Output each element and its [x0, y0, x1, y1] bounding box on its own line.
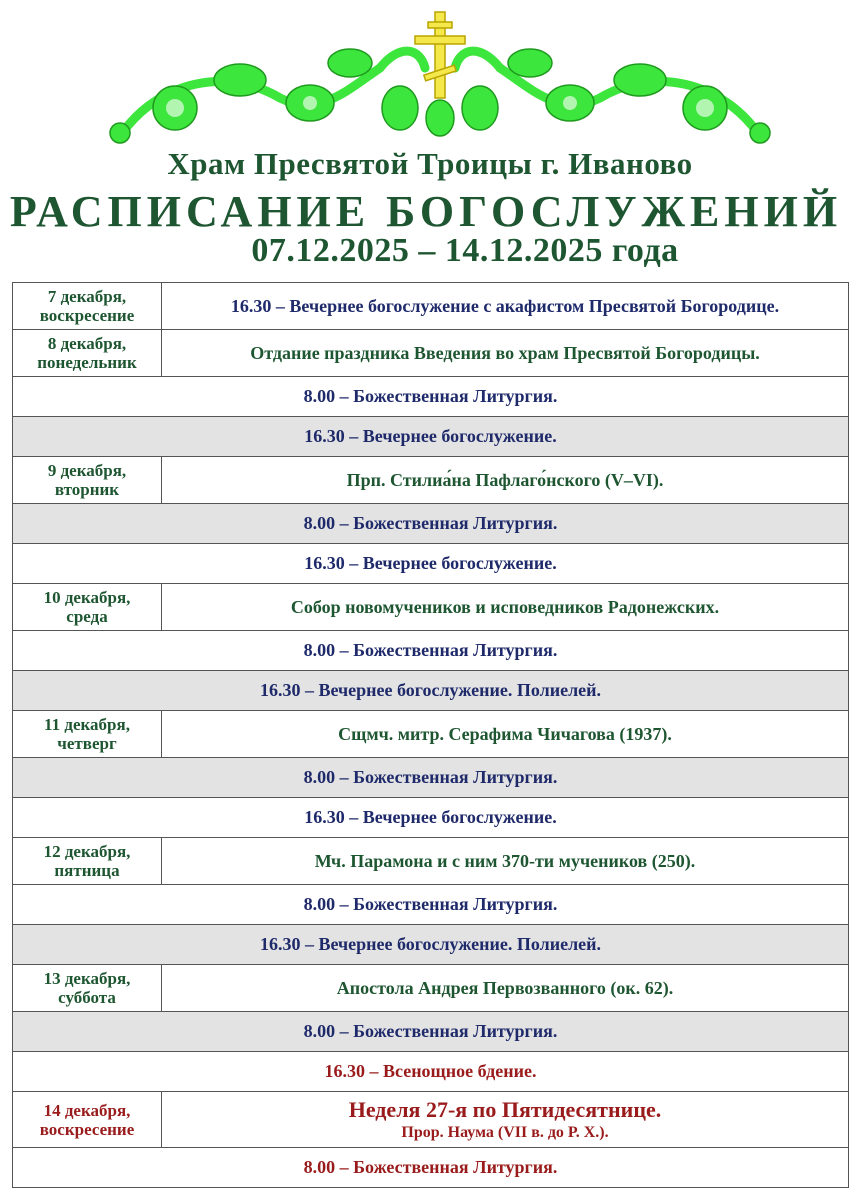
day-cell: 9 декабря, вторник	[13, 457, 162, 504]
table-row	[13, 1092, 849, 1148]
feast-cell	[162, 1092, 849, 1148]
table-row	[13, 758, 849, 798]
service-cell: 16.30 – Всенощное бдение.	[13, 1052, 849, 1092]
table-row	[13, 457, 849, 504]
floral-ornament-icon	[80, 8, 800, 148]
table-row	[13, 1148, 849, 1188]
service-cell: 8.00 – Божественная Литургия.	[13, 631, 849, 671]
table-row	[13, 377, 849, 417]
service-cell: 8.00 – Божественная Литургия.	[13, 758, 849, 798]
table-row	[13, 885, 849, 925]
table-row	[13, 544, 849, 584]
table-row	[13, 925, 849, 965]
feast-cell: Сщмч. митр. Серафима Чичагова (1937).	[162, 711, 849, 758]
table-row	[13, 631, 849, 671]
table-row	[13, 584, 849, 631]
table-row	[13, 671, 849, 711]
day-cell: 7 декабря, воскресение	[13, 283, 162, 330]
service-cell: 16.30 – Вечернее богослужение. Полиелей.	[13, 671, 849, 711]
schedule-table	[12, 282, 849, 1188]
feast-cell: Отдание праздника Введения во храм Пресвятой Богородицы.	[162, 330, 849, 377]
service-cell: 16.30 – Вечернее богослужение.	[13, 798, 849, 838]
table-row	[13, 711, 849, 758]
date-range: 07.12.2025 – 14.12.2025 года	[251, 232, 679, 269]
day-cell: 8 декабря, понедельник	[13, 330, 162, 377]
service-cell: 8.00 – Божественная Литургия.	[13, 885, 849, 925]
day-cell: 13 декабря, суббота	[13, 965, 162, 1012]
sunday-title: Неделя 27-я по Пятидесятнице.	[348, 1096, 662, 1122]
table-row	[13, 504, 849, 544]
day-cell: 10 декабря, среда	[13, 584, 162, 631]
service-cell: 8.00 – Божественная Литургия.	[13, 1012, 849, 1052]
table-row	[13, 417, 849, 457]
service-cell: 8.00 – Божественная Литургия.	[13, 377, 849, 417]
church-name: Храм Пресвятой Троицы г. Иваново	[167, 146, 693, 181]
service-cell: 16.30 – Вечернее богослужение. Полиелей.	[13, 925, 849, 965]
table-row	[13, 965, 849, 1012]
table-row	[13, 283, 849, 330]
table-row	[13, 330, 849, 377]
feast-cell: Прп. Стилиа́на Пафлаго́нского (V–VI).	[162, 457, 849, 504]
feast-cell: Собор новомучеников и исповедников Радонежских.	[162, 584, 849, 631]
service-cell: 16.30 – Вечернее богослужение.	[13, 544, 849, 584]
page-title: РАСПИСАНИЕ БОГОСЛУЖЕНИЙ	[9, 187, 843, 236]
day-cell: 12 декабря, пятница	[13, 838, 162, 885]
feast-cell: Апостола Андрея Первозванного (ок. 62).	[162, 965, 849, 1012]
table-row	[13, 1012, 849, 1052]
table-row	[13, 838, 849, 885]
day-cell: 11 декабря, четверг	[13, 711, 162, 758]
service-cell: 16.30 – Вечернее богослужение.	[13, 417, 849, 457]
sunday-subtitle: Прор. Наума (VII в. до Р. Х.).	[401, 1123, 609, 1141]
feast-cell: Мч. Парамона и с ним 370-ти мучеников (250).	[162, 838, 849, 885]
service-cell: 8.00 – Божественная Литургия.	[13, 1148, 849, 1188]
table-row	[13, 1052, 849, 1092]
service-cell: 16.30 – Вечернее богослужение с акафистом Пресвятой Богородице.	[162, 283, 849, 330]
service-cell: 8.00 – Божественная Литургия.	[13, 504, 849, 544]
table-row	[13, 798, 849, 838]
day-cell: 14 декабря, воскресение	[13, 1092, 162, 1148]
